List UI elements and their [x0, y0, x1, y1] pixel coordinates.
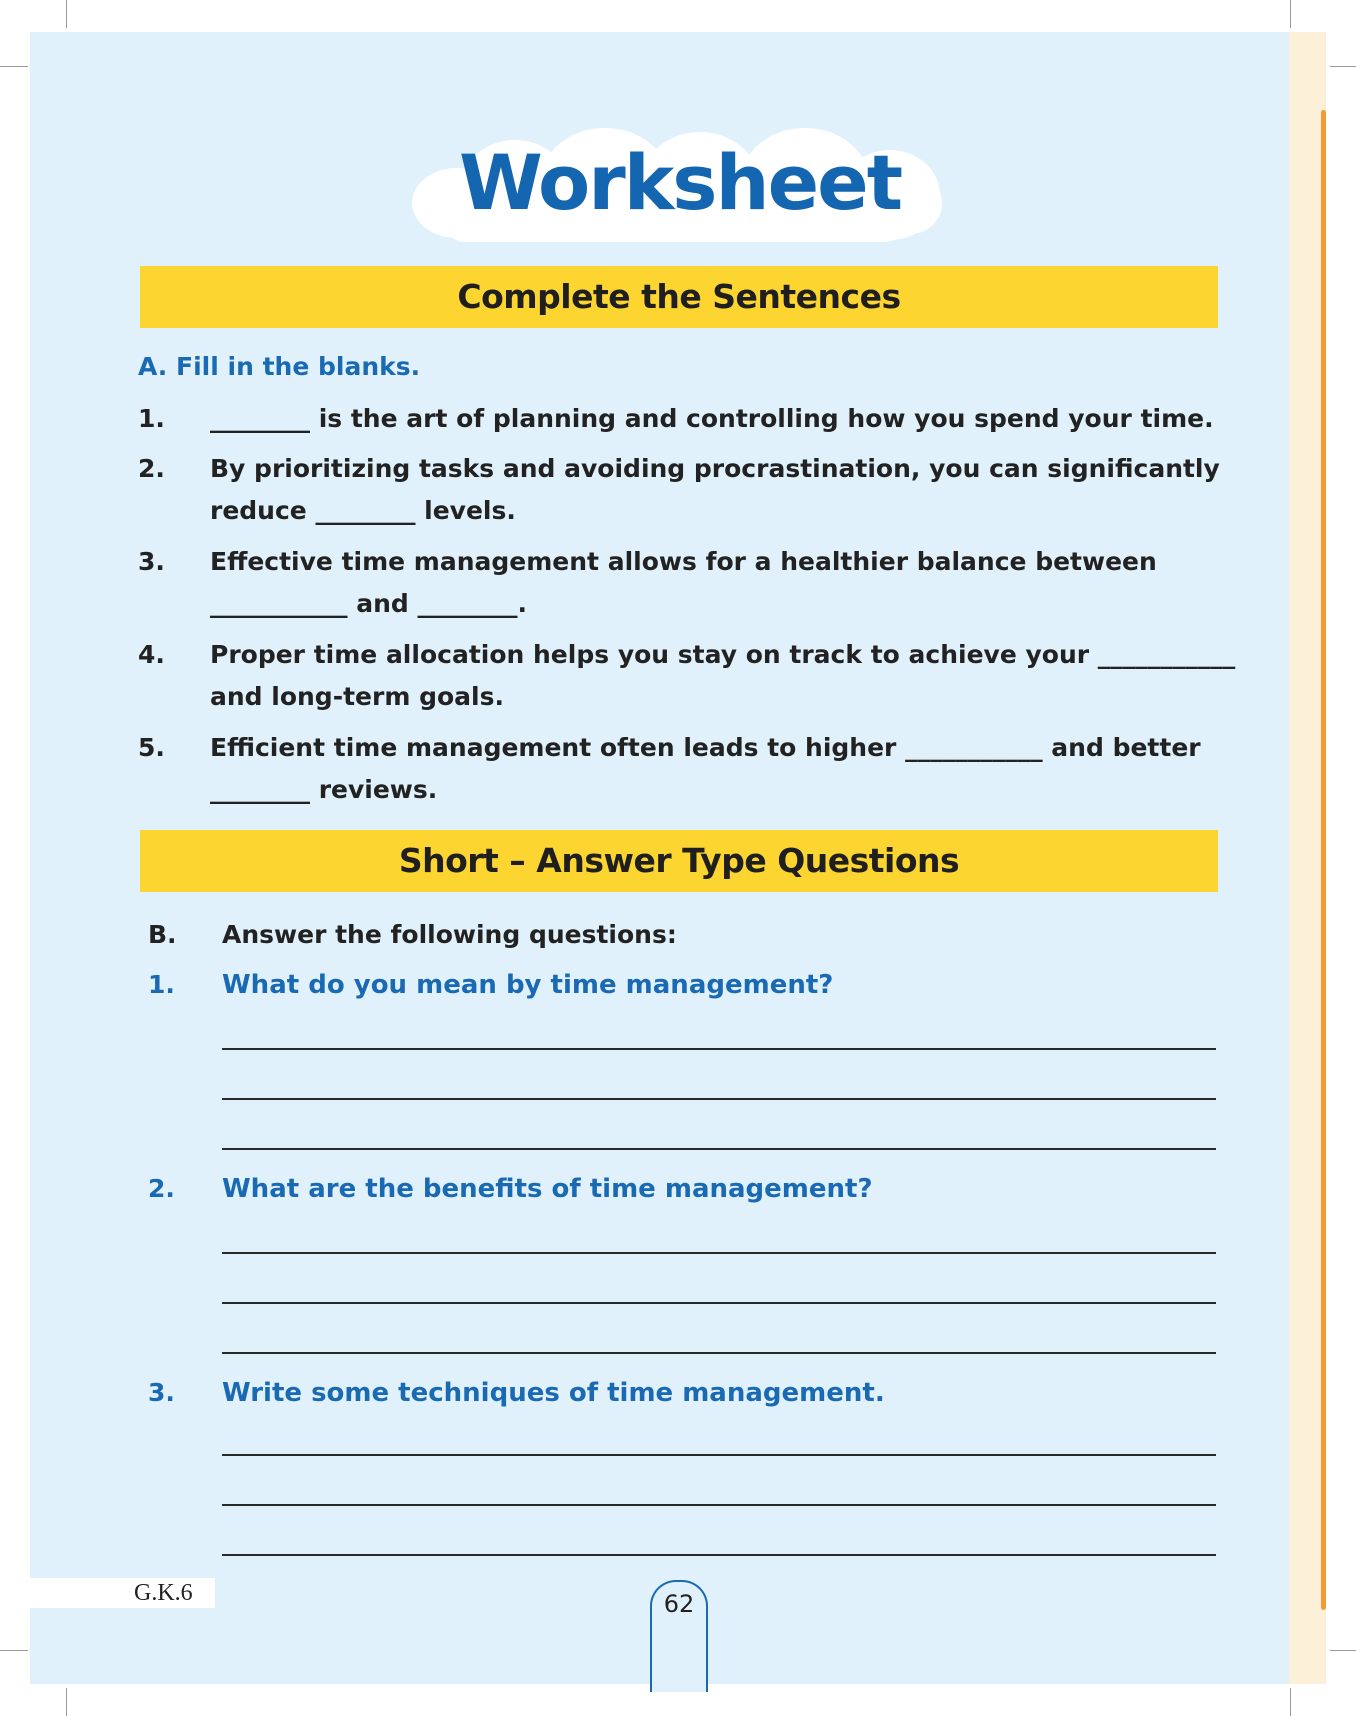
answer-line[interactable]	[222, 1352, 1216, 1354]
item-text: and long-term goals.	[210, 682, 504, 711]
item-number: 1.	[138, 404, 165, 433]
answer-line[interactable]	[222, 1098, 1216, 1100]
answer-line[interactable]	[222, 1048, 1216, 1050]
section-banner-short-answer: Short – Answer Type Questions	[140, 830, 1218, 892]
crop-mark	[1330, 66, 1356, 67]
section-b-instruction: Answer the following questions:	[222, 920, 677, 949]
answer-line[interactable]	[222, 1252, 1216, 1254]
item-text: ___________ and ________.	[210, 589, 527, 618]
crop-mark	[66, 0, 67, 28]
item-text: Effective time management allows for a healthier balance between	[210, 547, 1157, 576]
crop-mark	[0, 66, 28, 67]
crop-mark	[1290, 1688, 1291, 1716]
crop-mark	[66, 1688, 67, 1716]
question-text: What are the benefits of time management?	[222, 1174, 873, 1204]
item-text: reduce ________ levels.	[210, 496, 516, 525]
crop-mark	[1290, 0, 1291, 28]
section-a-instruction: A. Fill in the blanks.	[138, 352, 421, 381]
answer-line[interactable]	[222, 1554, 1216, 1556]
item-number: 2.	[138, 454, 165, 483]
question-number: 2.	[148, 1174, 175, 1203]
item-number: 3.	[138, 547, 165, 576]
item-number: 5.	[138, 733, 165, 762]
crop-mark	[0, 1650, 28, 1651]
item-text: Efficient time management often leads to higher ___________ and better	[210, 733, 1201, 762]
page-title: Worksheet	[458, 138, 902, 227]
item-text: Proper time allocation helps you stay on track to achieve your ___________	[210, 640, 1236, 669]
item-text: ________ is the art of planning and controlling how you spend your time.	[210, 404, 1214, 433]
answer-line[interactable]	[222, 1148, 1216, 1150]
answer-line[interactable]	[222, 1504, 1216, 1506]
crop-mark	[1330, 1650, 1356, 1651]
side-accent-bar	[1321, 110, 1326, 1610]
question-number: 1.	[148, 970, 175, 999]
section-banner-complete-sentences: Complete the Sentences	[140, 266, 1218, 328]
answer-line[interactable]	[222, 1454, 1216, 1456]
answer-line[interactable]	[222, 1302, 1216, 1304]
item-text: By prioritizing tasks and avoiding procrastination, you can significantly	[210, 454, 1220, 483]
page-number: 62	[663, 1590, 695, 1618]
item-number: 4.	[138, 640, 165, 669]
question-text: What do you mean by time management?	[222, 970, 834, 1000]
question-text: Write some techniques of time management.	[222, 1378, 885, 1408]
book-code: G.K.6	[134, 1580, 193, 1606]
item-text: ________ reviews.	[210, 775, 438, 804]
section-b-label: B.	[148, 920, 177, 949]
question-number: 3.	[148, 1378, 175, 1407]
